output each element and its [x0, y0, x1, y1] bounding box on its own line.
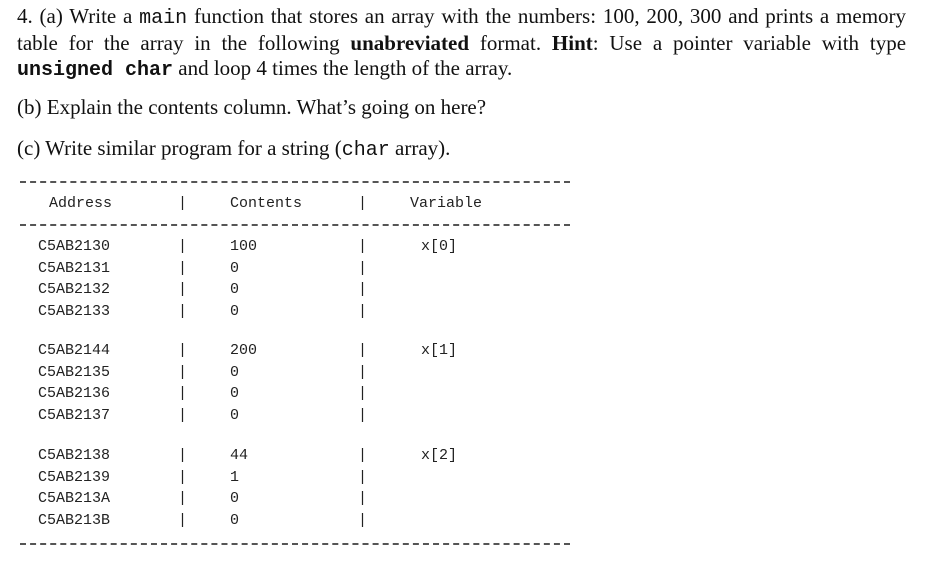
code-unsigned-char: unsigned char: [17, 59, 174, 82]
separator-cell: |: [358, 363, 368, 381]
address-cell: C5AB2139: [38, 468, 111, 486]
address-cell: C5AB2131: [38, 259, 111, 277]
question-part-a: [17, 4, 906, 83]
bold-unabreviated: unabreviated: [350, 31, 470, 55]
separator-cell: |: [358, 302, 368, 320]
hint-label: Hint: [551, 31, 593, 55]
contents-cell: 0: [230, 281, 240, 298]
part-a-text-3: format.: [479, 31, 542, 55]
separator-cell: |: [178, 406, 188, 424]
separator-cell: |: [178, 281, 188, 298]
question-number: 4.: [17, 4, 33, 28]
address-cell: C5AB2133: [38, 302, 111, 320]
contents-cell: 200: [230, 342, 258, 359]
separator-cell: |: [358, 511, 368, 529]
address-cell: C5AB2136: [38, 385, 111, 402]
separator-cell: |: [178, 238, 188, 255]
address-cell: C5AB2135: [38, 363, 111, 381]
separator-cell: |: [178, 490, 188, 507]
contents-cell: 0: [230, 363, 240, 381]
address-cell: C5AB2130: [38, 238, 111, 255]
contents-cell: 0: [230, 259, 240, 277]
table-top-divider: [20, 181, 570, 183]
separator-cell: |: [358, 342, 368, 359]
separator-cell: |: [358, 281, 368, 298]
header-contents: Contents: [230, 195, 303, 212]
address-cell: C5AB2144: [38, 342, 111, 359]
address-cell: C5AB2132: [38, 281, 111, 298]
separator-cell: |: [358, 259, 368, 277]
header-separator-1: |: [178, 195, 188, 212]
part-a-text-1: Write a: [69, 4, 133, 28]
contents-cell: 0: [230, 511, 240, 529]
contents-cell: 0: [230, 385, 240, 402]
part-c-text-2: array).: [389, 136, 451, 160]
separator-cell: |: [178, 468, 188, 486]
code-char: char: [341, 139, 390, 162]
contents-cell: 100: [230, 238, 258, 255]
separator-cell: |: [178, 259, 188, 277]
code-main: main: [139, 7, 188, 30]
address-cell: C5AB213A: [38, 490, 111, 507]
separator-cell: |: [178, 511, 188, 529]
separator-cell: |: [178, 447, 188, 464]
part-c-text-1: (c) Write similar program for a string (: [17, 136, 342, 160]
header-separator-2: |: [358, 195, 368, 212]
separator-cell: |: [358, 406, 368, 424]
question-part-b: [17, 95, 486, 120]
variable-cell: x[0]: [421, 238, 458, 255]
part-b-text: (b) Explain the contents column. What’s going on here?: [17, 95, 487, 119]
contents-cell: 0: [230, 490, 240, 507]
header-address: Address: [49, 195, 113, 212]
part-a-label: (a): [39, 4, 63, 28]
separator-cell: |: [358, 490, 368, 507]
contents-cell: 0: [230, 302, 240, 320]
table-header-divider: [20, 224, 570, 226]
address-cell: C5AB2138: [38, 447, 111, 464]
separator-cell: |: [178, 302, 188, 320]
variable-cell: x[2]: [421, 447, 458, 464]
question-part-c: [17, 136, 450, 163]
separator-cell: |: [358, 385, 368, 402]
part-a-text-5: and loop 4 times the length of the array.: [178, 56, 513, 80]
separator-cell: |: [358, 468, 368, 486]
contents-cell: 1: [230, 468, 240, 486]
part-a-text-2: function that stores an array with the numbers: 100, 200, 300 and prints a memory table for the array in the following: [17, 4, 907, 55]
variable-cell: x[1]: [421, 342, 458, 359]
part-a-text-4: : Use a pointer variable with type: [592, 31, 907, 55]
contents-cell: 44: [230, 447, 249, 464]
separator-cell: |: [178, 342, 188, 359]
address-cell: C5AB2137: [38, 406, 111, 424]
separator-cell: |: [178, 385, 188, 402]
contents-cell: 0: [230, 406, 240, 424]
separator-cell: |: [358, 447, 368, 464]
table-bottom-divider: [20, 543, 570, 545]
separator-cell: |: [358, 238, 368, 255]
header-variable: Variable: [410, 195, 483, 212]
address-cell: C5AB213B: [38, 511, 111, 529]
separator-cell: |: [178, 363, 188, 381]
